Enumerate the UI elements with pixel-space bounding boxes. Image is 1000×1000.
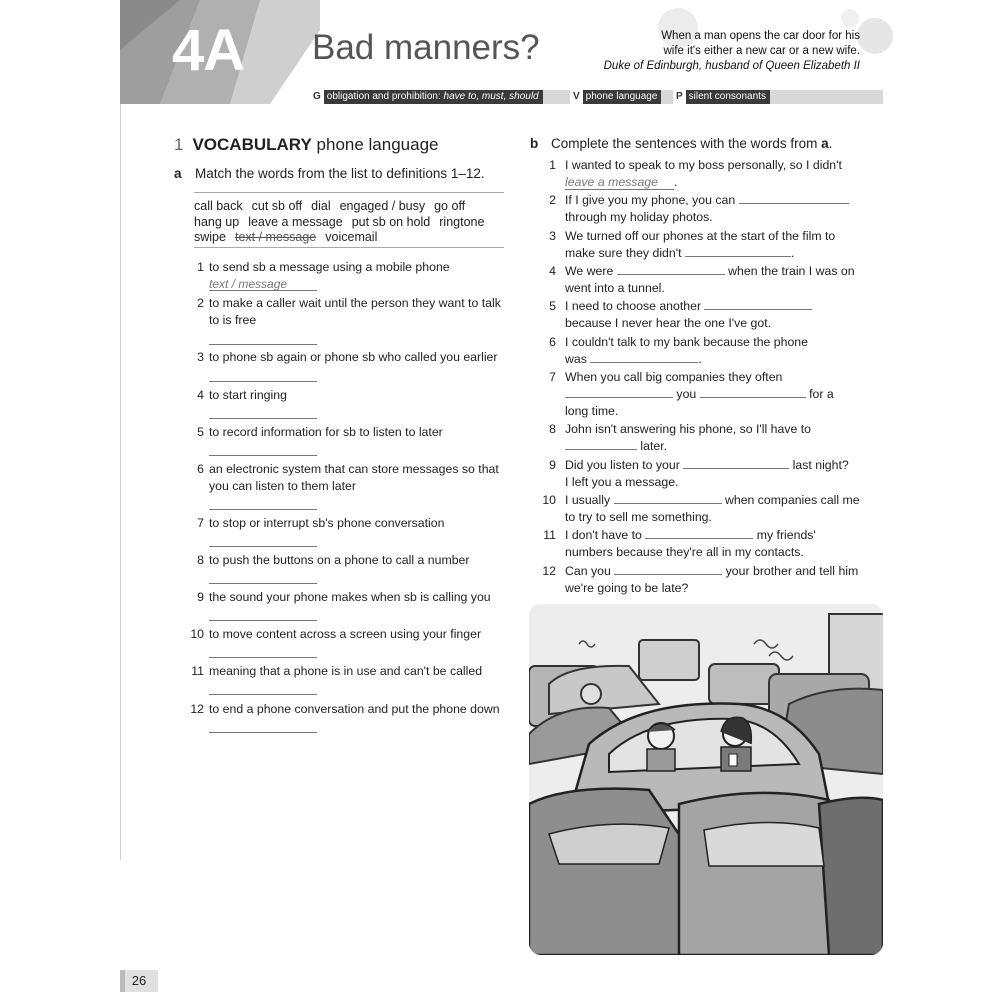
- answer-line[interactable]: [209, 405, 317, 419]
- answer-blank[interactable]: [565, 386, 673, 398]
- answer-blank[interactable]: [590, 351, 698, 363]
- answer-blank[interactable]: [683, 457, 789, 469]
- tag-pronunciation: [673, 90, 770, 104]
- answer-blank[interactable]: [614, 492, 722, 504]
- answer-line[interactable]: [209, 719, 317, 733]
- word-item-crossed: text / message: [234, 230, 317, 244]
- instruction-b: b Complete the sentences with the words from a.: [530, 136, 833, 151]
- quote-line-2: wife it's either a new car or a new wife.: [663, 45, 860, 57]
- word-item: call back: [194, 199, 243, 213]
- word-item: hang up: [194, 214, 240, 229]
- tag-grammar: [310, 90, 543, 104]
- tag-vocabulary: [570, 90, 661, 104]
- unit-title: Bad manners?: [312, 28, 540, 67]
- tag-text: phone language: [583, 90, 662, 104]
- answer-filled[interactable]: leave a message: [565, 176, 674, 190]
- answer-blank[interactable]: [565, 438, 637, 450]
- word-list: [194, 192, 504, 248]
- tag-letter: P: [673, 90, 686, 104]
- answer-line[interactable]: [209, 644, 317, 658]
- answer-blank[interactable]: [700, 386, 806, 398]
- answer-line[interactable]: [209, 368, 317, 382]
- answer-line[interactable]: [209, 681, 317, 695]
- answer-blank[interactable]: [645, 527, 753, 539]
- word-item: swipe: [194, 230, 226, 244]
- answer-line[interactable]: [209, 533, 317, 547]
- traffic-jam-illustration: [529, 604, 883, 955]
- answer-blank[interactable]: [614, 563, 722, 575]
- tag-text: obligation and prohibition: have to, must, should: [324, 90, 543, 104]
- quote: [604, 29, 860, 74]
- word-item: leave a message: [248, 214, 343, 229]
- answer-line[interactable]: text / message: [209, 277, 317, 291]
- answer-line[interactable]: [209, 442, 317, 456]
- answer-blank[interactable]: [739, 192, 849, 204]
- quote-line-1: When a man opens the car door for his: [661, 30, 860, 42]
- word-item: engaged / busy: [339, 199, 426, 213]
- word-item: voicemail: [325, 230, 378, 244]
- tag-letter: G: [310, 90, 324, 104]
- unit-code: 4A: [172, 18, 245, 83]
- page-edge: [120, 0, 121, 860]
- answer-line[interactable]: [209, 496, 317, 510]
- word-item: dial: [311, 199, 331, 213]
- tag-letter: V: [570, 90, 583, 104]
- page-number: 26: [120, 970, 158, 992]
- section-title: 1 VOCABULARY phone language: [174, 135, 439, 154]
- answer-blank[interactable]: [685, 245, 791, 257]
- answer-line[interactable]: [209, 570, 317, 584]
- answer-line[interactable]: [209, 331, 317, 345]
- word-item: go off: [434, 199, 466, 213]
- word-item: put sb on hold: [351, 214, 431, 229]
- page-number-strip: [120, 970, 125, 992]
- answer-line[interactable]: [209, 607, 317, 621]
- tag-text: silent consonants: [686, 90, 770, 104]
- instruction-a: a Match the words from the list to definitions 1–12.: [174, 166, 485, 181]
- word-item: cut sb off: [251, 199, 303, 213]
- quote-source: Duke of Edinburgh, husband of Queen Elizabeth II: [603, 60, 860, 72]
- word-item: ringtone: [439, 214, 485, 229]
- answer-blank[interactable]: [704, 298, 812, 310]
- answer-blank[interactable]: [617, 263, 725, 275]
